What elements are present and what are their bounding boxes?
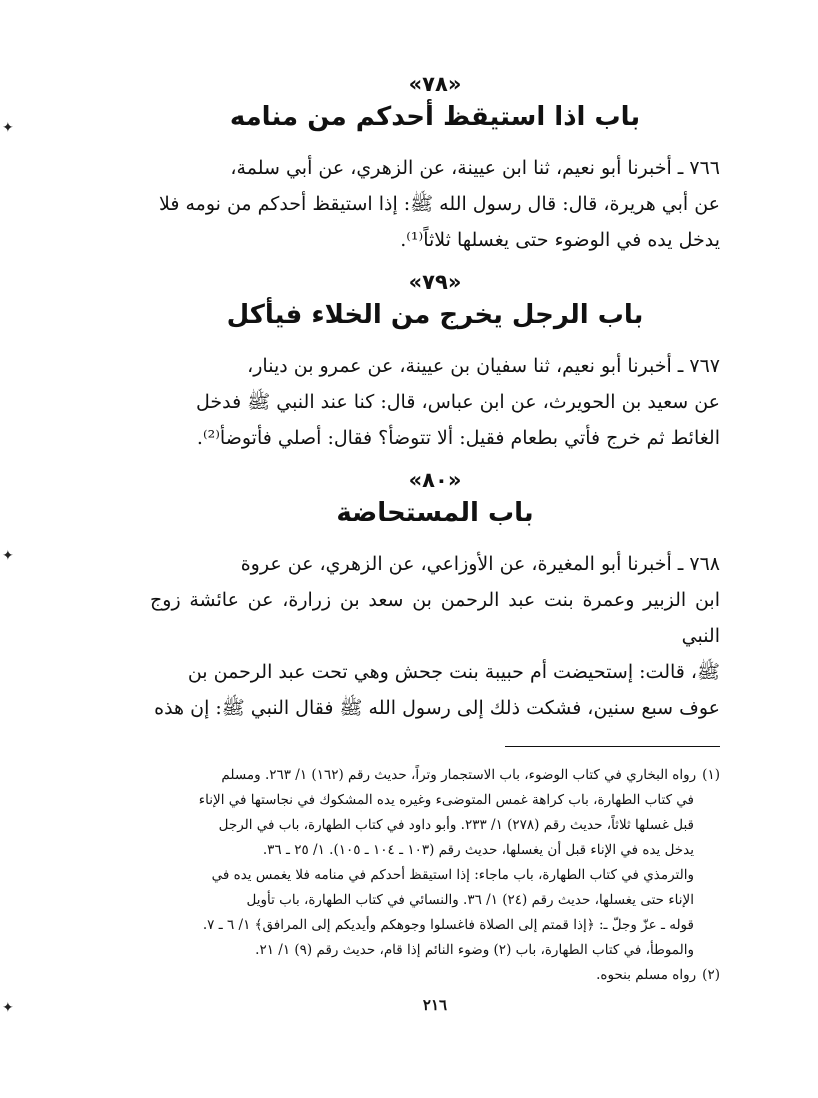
margin-mark: ✦ xyxy=(2,548,14,564)
hadith-line: ٧٦٦ ـ أخبرنا أبو نعيم، ثنا ابن عيينة، عن الزهري، عن أبي سلمة، xyxy=(230,157,720,179)
footnote-text: رواه مسلم بنحوه. xyxy=(596,967,697,983)
footnote-2 xyxy=(150,963,720,988)
chapter-title: باب المستحاضة xyxy=(336,498,534,528)
chapter-title: باب اذا استيقظ أحدكم من منامه xyxy=(229,102,641,132)
hadith-line: يدخل يده في الوضوء حتى يغسلها ثلاثاً⁽¹⁾. xyxy=(400,229,720,251)
hadith-line: عن أبي هريرة، قال: قال رسول الله ﷺ: إذا استيقظ أحدكم من نومه فلا xyxy=(159,193,720,215)
footnote-line: والترمذي في كتاب الطهارة، باب ماجاء: إذا استيقظ أحدكم في منامه فلا يغمس يده في xyxy=(211,867,694,883)
footnote-number: (١) xyxy=(702,767,720,783)
page-number: ٢١٦ xyxy=(422,996,448,1014)
hadith-line: ابن الزبير وعمرة بنت عبد الرحمن بن سعد بن زرارة، عن عائشة زوج النبي xyxy=(150,589,720,647)
footnote-line: قبل غسلها ثلاثاً، حديث رقم (٢٧٨) ١/ ٢٣٣. وأبو داود في كتاب الطهارة، باب في الرجل xyxy=(218,817,694,833)
hadith-line: ٧٦٨ ـ أخبرنا أبو المغيرة، عن الأوزاعي، عن الزهري، عن عروة xyxy=(240,553,720,575)
margin-mark: ✦ xyxy=(2,1000,14,1016)
hadith-line: عن سعيد بن الحويرث، عن ابن عباس، قال: كنا عند النبي ﷺ فدخل xyxy=(196,391,720,413)
book-page xyxy=(150,60,720,1060)
chapter-79 xyxy=(150,270,720,456)
footnote-line: يدخل يده في الإناء قبل أن يغسلها، حديث رقم (١٠٣ ـ ١٠٤ ـ ١٠٥). ١/ ٢٥ ـ ٣٦. xyxy=(262,842,694,858)
hadith-768 xyxy=(150,546,720,726)
margin-mark: ✦ xyxy=(2,120,14,136)
footnote-line: الإناء حتى يغسلها، حديث رقم (٢٤) ١/ ٣٦. والنسائي في كتاب الطهارة، باب تأويل xyxy=(246,892,694,908)
hadith-line: عوف سبع سنين، فشكت ذلك إلى رسول الله ﷺ فقال النبي ﷺ: إن هذه xyxy=(154,697,720,719)
footnote-text: رواه البخاري في كتاب الوضوء، باب الاستجمار وتراً، حديث رقم (١٦٢) ١/ ٢٦٣. ومسلم xyxy=(221,767,697,783)
footnote-number: (٢) xyxy=(702,967,720,983)
chapter-number: «٧٨» xyxy=(408,72,462,96)
footnotes xyxy=(150,763,720,988)
footnote-line: قوله ـ عزّ وجلّ ـ: ﴿إذا قمتم إلى الصلاة فاغسلوا وجوهكم وأيديكم إلى المرافق﴾ ١/ ٦ ـ ٧. xyxy=(202,917,694,933)
hadith-766 xyxy=(150,150,720,258)
chapter-80 xyxy=(150,468,720,726)
chapter-number: «٨٠» xyxy=(408,468,462,492)
hadith-767 xyxy=(150,348,720,456)
chapter-78 xyxy=(150,72,720,258)
footnote-line: والموطأ، في كتاب الطهارة، باب (٢) وضوء النائم إذا قام، حديث رقم (٩) ١/ ٢١. xyxy=(255,942,694,958)
hadith-line: الغائط ثم خرج فأتي بطعام فقيل: ألا تتوضأ؟ فقال: أصلي فأتوضأ⁽²⁾. xyxy=(196,427,720,449)
chapter-number: «٧٩» xyxy=(408,270,462,294)
hadith-line: ﷺ، قالت: إستحيضت أم حبيبة بنت جحش وهي تحت عبد الرحمن بن xyxy=(187,661,720,683)
footnote-separator xyxy=(505,746,720,747)
footnote-1 xyxy=(150,763,720,788)
footnote-line: في كتاب الطهارة، باب كراهة غمس المتوضىء وغيره يده المشكوك في نجاستها في الإناء xyxy=(198,792,694,808)
chapter-title: باب الرجل يخرج من الخلاء فيأكل xyxy=(226,300,644,330)
hadith-line: ٧٦٧ ـ أخبرنا أبو نعيم، ثنا سفيان بن عيينة، عن عمرو بن دينار، xyxy=(247,355,720,377)
